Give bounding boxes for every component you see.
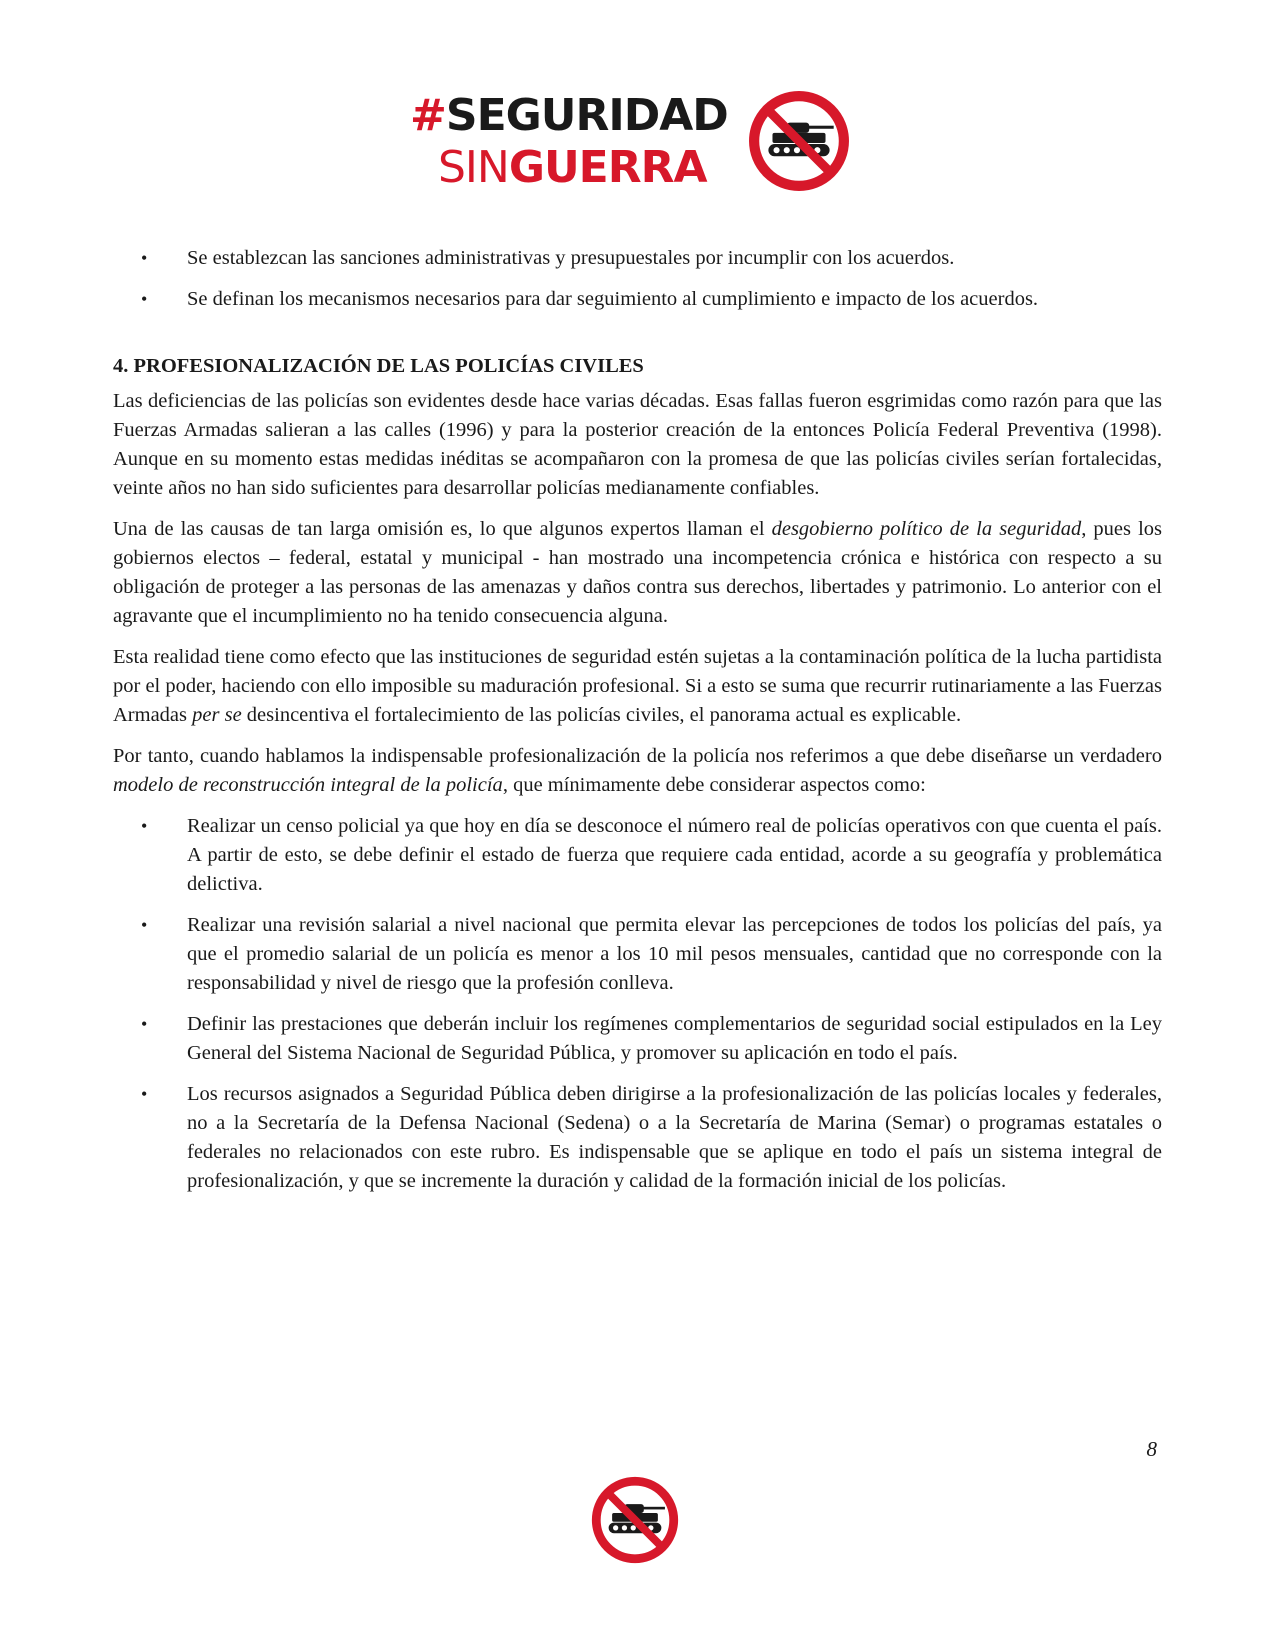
paragraph-text: Una de las causas de tan larga omisión es, lo que algunos expertos llaman el xyxy=(113,518,772,540)
document-body xyxy=(113,244,1162,1208)
paragraph xyxy=(113,643,1162,730)
paragraph xyxy=(113,742,1162,800)
paragraph-text: Por tanto, cuando hablamos la indispensable profesionalización de la policía nos referimos a que debe diseñarse un verdadero xyxy=(113,745,1162,767)
no-tank-icon xyxy=(748,90,850,192)
section-bullet-list xyxy=(113,812,1162,1196)
paragraph: Las deficiencias de las policías son evidentes desde hace varias décadas. Esas fallas fueron esgrimidas como razón para que las Fuerzas Armadas salieran a las calles (1996) y para la posterior creación de la entonces Policía Federal Preventiva (1998). Aunque en su momento estas medidas inéditas se acompañaron con la promesa de que las policías civiles serían fortalecidas, veinte años no han sido suficientes para desarrollar policías medianamente confiables. xyxy=(113,390,1162,499)
page-number: 8 xyxy=(1146,1437,1157,1461)
section-heading: 4. PROFESIONALIZACIÓN DE LAS POLICÍAS CIVILES xyxy=(113,355,644,377)
paragraph-text: , pues los gobiernos electos – federal, estatal y municipal - han mostrado una incompetencia crónica e histórica con respecto a su obligación de proteger a las personas de las amenazas y daños contra sus derechos, libertades y patrimonio. Lo anterior con el agravante que el incumplimiento no ha tenido consecuencia alguna. xyxy=(113,518,1163,627)
list-item: • Realizar un censo policial ya que hoy en día se desconoce el número real de policías operativos con que cuenta el país. A partir de esto, se debe definir el estado de fuerza que requiere cada entidad, acorde a su geografía y problemática delictiva. xyxy=(113,812,1162,899)
logo-line-2 xyxy=(438,142,707,193)
italic-term: desgobierno político de la seguridad xyxy=(771,518,1082,540)
logo-seguridad: SEGURIDAD xyxy=(445,90,728,141)
top-bullet-list xyxy=(113,244,1162,314)
logo-sin: SIN xyxy=(438,142,509,193)
list-item: • Se definan los mecanismos necesarios para dar seguimiento al cumplimiento e impacto de los acuerdos. xyxy=(113,285,1162,314)
logo-guerra: GUERRA xyxy=(508,142,707,193)
list-item: • Se establezcan las sanciones administrativas y presupuestales por incumplir con los acuerdos. xyxy=(113,244,1162,273)
italic-term: per se xyxy=(192,704,242,726)
italic-term: modelo de reconstrucción integral de la policía xyxy=(113,774,503,796)
list-item: • Los recursos asignados a Seguridad Pública deben dirigirse a la profesionalización de las policías locales y federales, no a la Secretaría de la Defensa Nacional (Sedena) o a la Secretaría de Marina (Semar) o programas estatales o federales no relacionados con este rubro. Es indispensable que se aplique en todo el país un sistema integral de profesionalización, y que se incremente la duración y calidad de la formación inicial de los policías. xyxy=(113,1080,1162,1196)
list-item: • Definir las prestaciones que deberán incluir los regímenes complementarios de seguridad social estipulados en la Ley General del Sistema Nacional de Seguridad Pública, y promover su aplicación en todo el país. xyxy=(113,1010,1162,1068)
paragraph-text: desincentiva el fortalecimiento de las policías civiles, el panorama actual es explicable. xyxy=(241,704,962,726)
paragraph-text: , que mínimamente debe considerar aspectos como: xyxy=(502,774,926,796)
no-tank-icon xyxy=(591,1476,679,1564)
list-item: • Realizar una revisión salarial a nivel nacional que permita elevar las percepciones de todos los policías del país, ya que el promedio salarial de un policía es menor a los 10 mil pesos mensuales, cantidad que no corresponde con la responsabilidad y nivel de riesgo que la profesión conlleva. xyxy=(113,911,1162,998)
logo-line-1 xyxy=(410,90,728,141)
header-logo xyxy=(410,90,860,200)
logo-hash: # xyxy=(410,90,446,141)
paragraph xyxy=(113,515,1162,631)
paragraph-text: Esta realidad tiene como efecto que las instituciones de seguridad estén sujetas a la contaminación política de la lucha partidista por el poder, haciendo con ello imposible su maduración profesional. Si a esto se suma que recurrir rutinariamente a las Fuerzas Armadas xyxy=(113,646,1162,726)
